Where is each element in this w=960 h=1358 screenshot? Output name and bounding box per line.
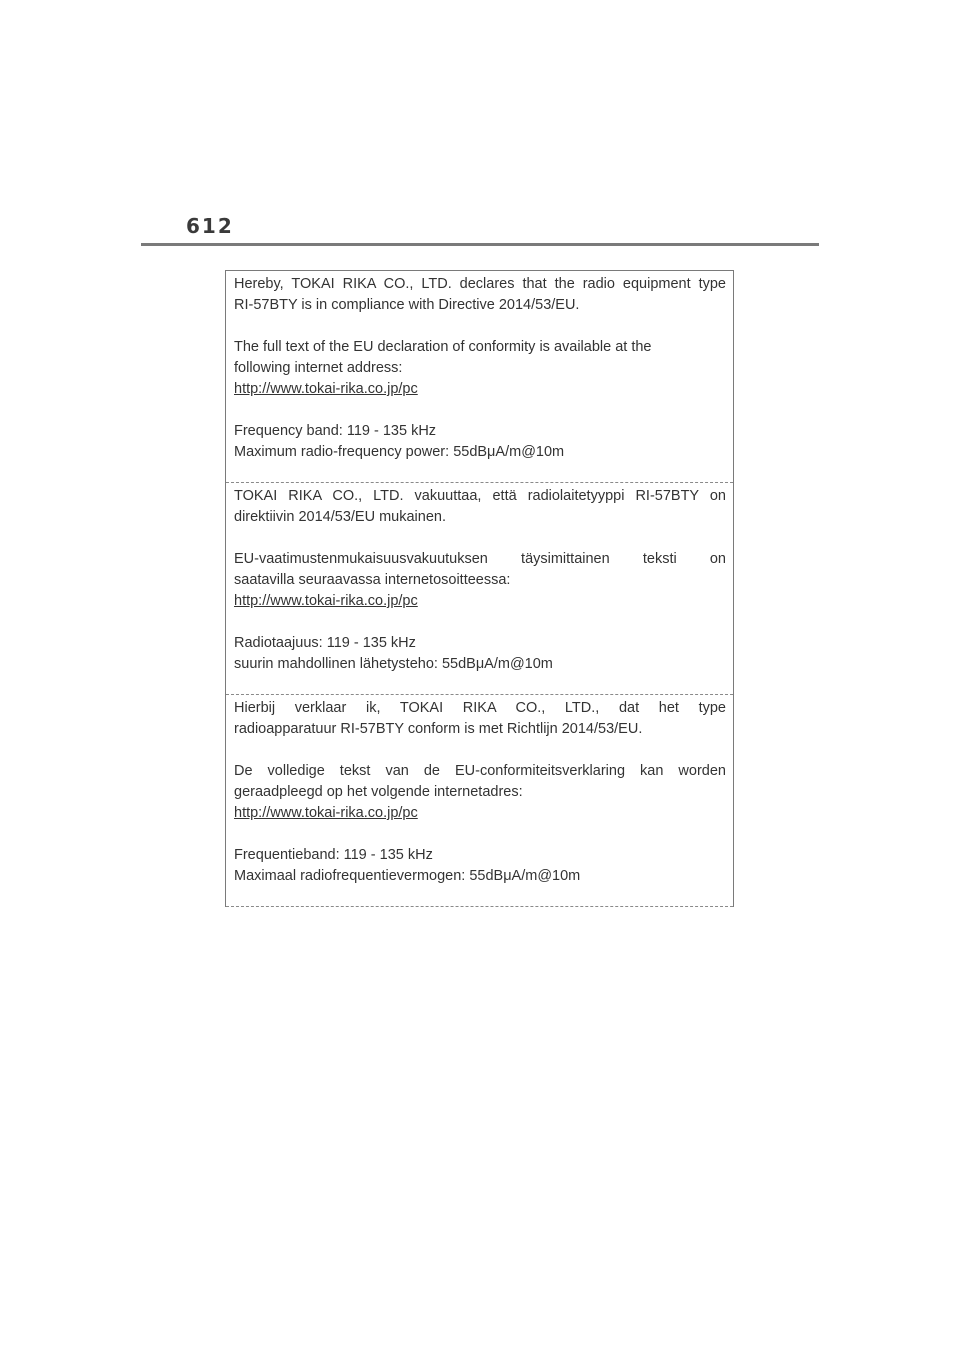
frequency-band: Frequency band: 119 - 135 kHz xyxy=(234,423,437,439)
page-number: 612 xyxy=(186,214,234,238)
declaration-statement xyxy=(234,486,726,528)
text-line: direktiivin 2014/53/EU mukainen. xyxy=(234,509,446,525)
conformity-url-link[interactable]: http://www.tokai-rika.co.jp/pc xyxy=(234,593,418,609)
text-line: Hereby, TOKAI RIKA CO., LTD. declares that the radio equipment type xyxy=(234,276,726,292)
conformity-text-info xyxy=(234,549,726,612)
max-rf-power: Maximum radio-frequency power: 55dBμA/m@10m xyxy=(234,444,565,460)
declaration-box xyxy=(225,270,734,907)
radio-specs xyxy=(234,633,726,675)
text-line: RI-57BTY is in compliance with Directive 2014/53/EU. xyxy=(234,297,580,313)
text-line: Hierbij verklaar ik, TOKAI RIKA CO., LTD., dat het type xyxy=(234,700,726,716)
header-rule xyxy=(141,243,819,246)
text-line: The full text of the EU declaration of conformity is available at the xyxy=(234,339,652,355)
radio-specs xyxy=(234,845,726,887)
conformity-url-link[interactable]: http://www.tokai-rika.co.jp/pc xyxy=(234,805,418,821)
text-line: saatavilla seuraavassa internetosoitteessa: xyxy=(234,572,511,588)
max-rf-power: Maximaal radiofrequentievermogen: 55dBμA/m@10m xyxy=(234,868,581,884)
text-line: EU-vaatimustenmukaisuusvakuutuksen täysimittainen teksti on xyxy=(234,551,726,567)
frequency-band: Radiotaajuus: 119 - 135 kHz xyxy=(234,635,416,651)
text-line: following internet address: xyxy=(234,360,403,376)
declaration-statement xyxy=(234,698,726,740)
text-line: TOKAI RIKA CO., LTD. vakuuttaa, että radiolaitetyyppi RI-57BTY on xyxy=(234,488,726,504)
text-line: geraadpleegd op het volgende internetadres: xyxy=(234,784,523,800)
conformity-text-info xyxy=(234,761,726,824)
declaration-section-nl xyxy=(226,695,733,907)
declaration-section-fi xyxy=(226,483,733,695)
declaration-statement xyxy=(234,274,726,316)
text-line: radioapparatuur RI-57BTY conform is met Richtlijn 2014/53/EU. xyxy=(234,721,643,737)
radio-specs xyxy=(234,421,726,463)
text-line: De volledige tekst van de EU-conformiteitsverklaring kan worden xyxy=(234,763,726,779)
conformity-url-link[interactable]: http://www.tokai-rika.co.jp/pc xyxy=(234,381,418,397)
conformity-text-info xyxy=(234,337,726,400)
declaration-section-en xyxy=(226,271,733,483)
frequency-band: Frequentieband: 119 - 135 kHz xyxy=(234,847,433,863)
max-rf-power: suurin mahdollinen lähetysteho: 55dBμA/m@10m xyxy=(234,656,553,672)
